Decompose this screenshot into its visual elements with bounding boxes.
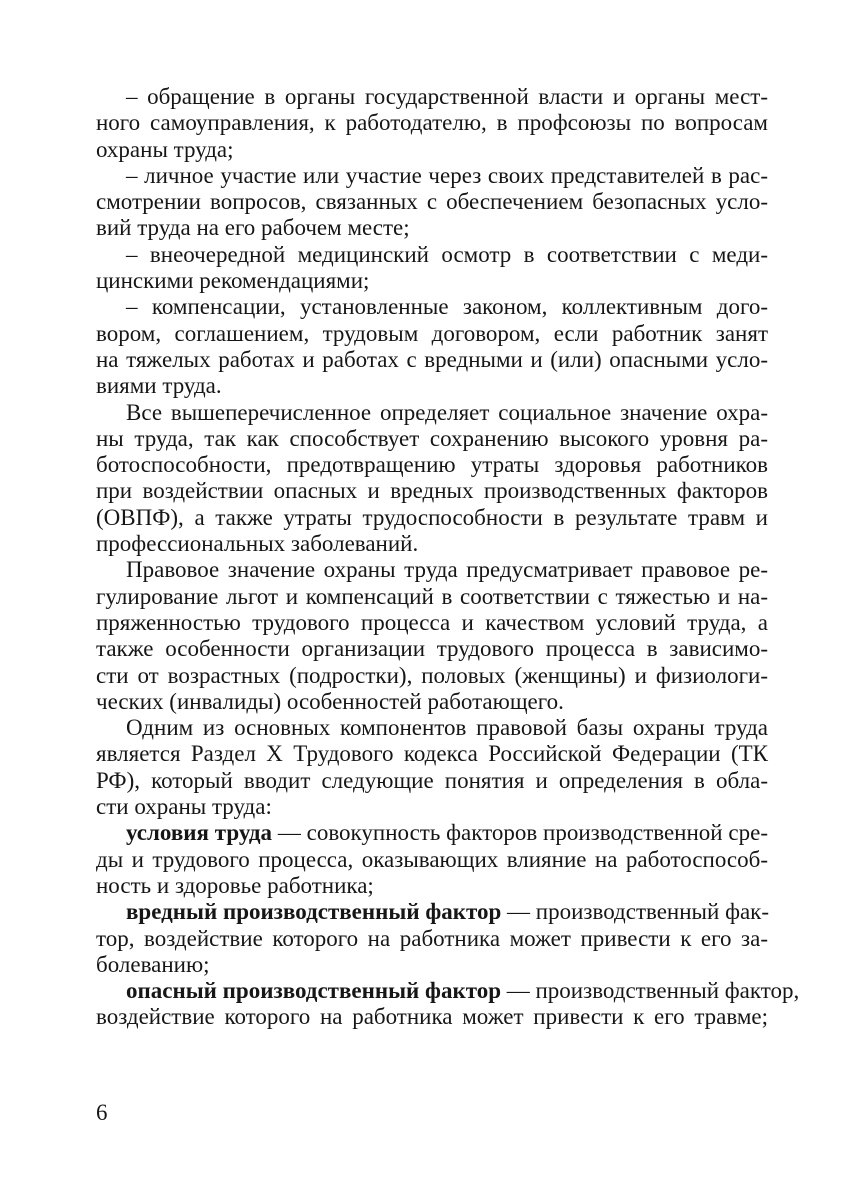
line-text: смотрении вопросов, связанных с обеспечением безопасных усло- <box>96 189 768 215</box>
text-line <box>96 84 768 110</box>
line-text: сти от возрастных (подростки), половых (женщины) и физиологи- <box>96 662 768 688</box>
text-line <box>96 794 768 820</box>
text-line <box>96 610 768 636</box>
term: опасный производственный фактор <box>126 978 501 1004</box>
line-text: на тяжелых работах и работах с вредными и (или) опасными усло- <box>96 346 768 372</box>
text-line <box>96 242 768 268</box>
line-text: – обращение в органы государственной власти и органы мест- <box>126 84 768 109</box>
text-line <box>96 189 768 215</box>
line-text: вором, соглашением, трудовым договором, если работник занят <box>96 320 768 346</box>
text-line <box>96 663 768 689</box>
text-line <box>96 715 768 741</box>
line-text: также особенности организации трудового процесса в зависимо- <box>96 636 768 662</box>
page-number: 6 <box>96 1100 108 1125</box>
text-line <box>96 741 768 767</box>
line-text: РФ), который вводит следующие понятия и определения в обла- <box>96 767 768 793</box>
line-text: ческих (инвалиды) особенностей работающего. <box>96 688 564 714</box>
line-text: ды и трудового процесса, оказывающих влияние на работоспособ- <box>96 846 768 872</box>
text-line <box>96 873 768 899</box>
text-line <box>96 426 768 452</box>
line-text: профессиональных заболеваний. <box>96 531 419 557</box>
text-line <box>96 531 768 557</box>
text-line <box>96 478 768 504</box>
line-text: Правовое значение охраны труда предусматривает правовое ре- <box>126 557 768 583</box>
line-text: является Раздел X Трудового кодекса Российской Федерации (ТК <box>96 741 768 767</box>
line-text: при воздействии опасных и вредных производственных факторов <box>96 478 768 504</box>
line-text: тор, воздействие которого на работника может привести к его за- <box>96 925 768 951</box>
line-text: – компенсации, установленные законом, коллективным дого- <box>126 294 768 320</box>
text-line <box>96 452 768 478</box>
text-line <box>96 978 800 1004</box>
text-line <box>96 294 768 320</box>
text-line <box>96 689 768 715</box>
line-text: Все вышеперечисленное определяет социальное значение охра- <box>126 399 768 425</box>
text-line <box>96 163 768 189</box>
line-text: — совокупность факторов производственной сре- <box>272 820 768 846</box>
text-line <box>96 636 768 662</box>
text-line <box>96 321 768 347</box>
term: вредный производственный фактор <box>126 899 502 925</box>
line-text: вий труда на его рабочем месте; <box>96 215 410 241</box>
text-line <box>96 847 768 873</box>
text-line <box>96 373 768 399</box>
text-line <box>96 768 768 794</box>
text-line <box>96 505 768 531</box>
text-line <box>96 584 768 610</box>
body-text <box>96 84 800 1031</box>
line-text: – личное участие или участие через своих представителей в рас- <box>126 162 768 188</box>
line-text: цинскими рекомендациями; <box>96 268 370 294</box>
line-text: (ОВПФ), а также утраты трудоспособности в результате травм и <box>96 504 768 530</box>
text-line <box>96 347 768 373</box>
text-line <box>96 899 768 925</box>
line-text: – внеочередной медицинский осмотр в соответствии с меди- <box>126 241 768 267</box>
line-text: воздействие которого на работника может привести к его травме; <box>96 1004 768 1030</box>
text-line <box>96 268 768 294</box>
text-line <box>96 1004 768 1030</box>
text-line <box>96 215 768 241</box>
text-line <box>96 557 768 583</box>
line-text: Одним из основных компонентов правовой базы охраны труда <box>126 715 768 741</box>
line-text: сти охраны труда: <box>96 794 272 820</box>
line-text: болеванию; <box>96 951 210 977</box>
text-line <box>96 820 768 846</box>
line-text: пряженностью трудового процесса и качеством условий труда, а <box>96 609 768 635</box>
line-text: ботоспособности, предотвращению утраты здоровья работников <box>96 452 768 478</box>
text-line <box>96 926 768 952</box>
line-text: ного самоуправления, к работодателю, в профсоюзы по вопросам <box>96 110 768 136</box>
line-text: виями труда. <box>96 373 222 399</box>
line-text: — производственный фактор, <box>501 978 800 1004</box>
term: условия труда <box>126 820 273 846</box>
line-text: — производственный фак- <box>501 899 770 925</box>
text-line <box>96 110 768 136</box>
text-line <box>96 137 768 163</box>
line-text: ны труда, так как способствует сохранению высокого уровня ра- <box>96 425 768 451</box>
text-line <box>96 400 768 426</box>
line-text: ность и здоровье работника; <box>96 872 374 898</box>
line-text: гулирование льгот и компенсаций в соответствии с тяжестью и на- <box>96 583 768 609</box>
line-text: охраны труда; <box>96 136 234 162</box>
text-line <box>96 952 768 978</box>
